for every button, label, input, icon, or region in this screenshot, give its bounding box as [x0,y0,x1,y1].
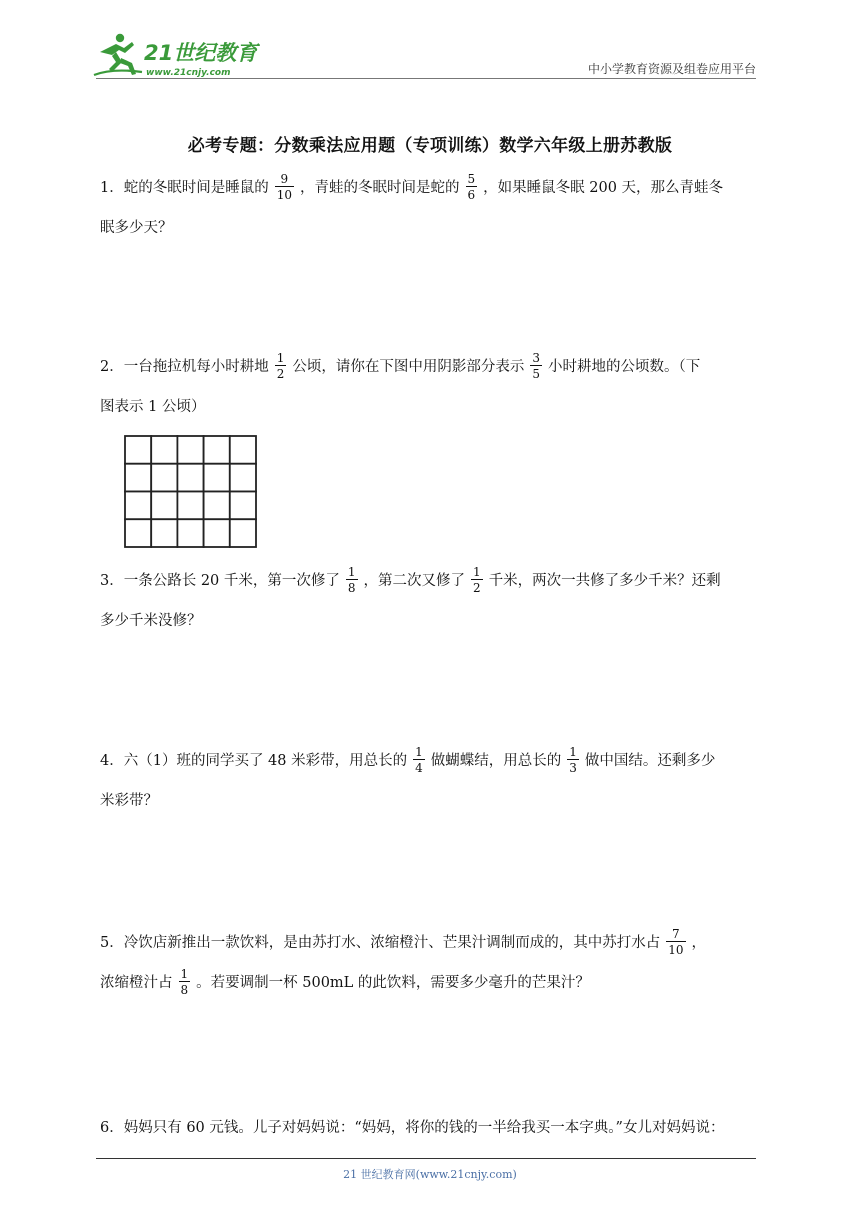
question-1-text: ，如果睡鼠冬眠 200 天，那么青蛙冬 [483,180,724,196]
grid-cell[interactable] [151,492,177,520]
grid-cell[interactable] [177,492,203,520]
grid-cell[interactable] [204,519,230,547]
grid-cell[interactable] [204,492,230,520]
question-2-text: 图表示 1 公顷） [100,399,206,415]
grid-cell[interactable] [151,519,177,547]
fraction: $\frac{7}{10}$ [668,927,684,957]
question-4-text: 米彩带？ [100,793,158,809]
grid-cell[interactable] [230,519,256,547]
footer-divider [96,1158,756,1159]
question-4-text: 4．六（1）班的同学买了 48 米彩带，用总长的 [100,753,408,769]
question-4-text: 做蝴蝶结，用总长的 [430,753,562,769]
question-4 [100,741,764,821]
fraction: $\frac{1}{2}$ [473,565,481,595]
fraction: $\frac{9}{10}$ [276,172,293,202]
question-1-text: 眠多少天？ [100,220,173,236]
grid-cell[interactable] [151,464,177,492]
question-5-text: ， [691,935,707,951]
grid-cell[interactable] [230,464,256,492]
question-6-text: 6．妈妈只有 60 元钱。儿子对妈妈说：“妈妈，将你的钱的一半给我买一本字典。”女儿对妈妈说： [100,1120,725,1136]
question-2-text: 小时耕地的公顷数。（下 [548,359,701,375]
grid-cell[interactable] [177,464,203,492]
question-1-text: ，青蛙的冬眠时间是蛇的 [300,180,460,196]
question-1 [100,168,764,248]
runner-icon [94,34,142,75]
logo-text: 21世纪教育 [144,41,258,65]
question-3-text: 多少千米没修？ [100,613,202,629]
logo-21cnjy [92,30,260,80]
logo-url-text: www.21cnjy.com [146,68,231,78]
fraction: $\frac{1}{3}$ [569,745,577,775]
question-3-text: 3．一条公路长 20 千米，第一次修了 [100,573,340,589]
grid-cell[interactable] [125,436,151,464]
fraction: $\frac{1}{8}$ [180,967,189,997]
question-3-text: ，第二次又修了 [363,573,466,589]
grid-cell[interactable] [125,519,151,547]
grid-cell[interactable] [204,436,230,464]
hectare-grid[interactable] [124,435,258,549]
grid-cell[interactable] [125,492,151,520]
question-2-text: 2．一台拖拉机每小时耕地 [100,359,269,375]
page-title: 必考专题：分数乘法应用题（专项训练）数学六年级上册苏教版 [187,136,673,156]
fraction: $\frac{1}{4}$ [415,745,423,775]
grid-cell[interactable] [204,464,230,492]
fraction: $\frac{5}{6}$ [467,172,476,202]
grid-cell[interactable] [230,436,256,464]
fraction: $\frac{3}{5}$ [532,351,541,381]
question-5-text: 浓缩橙汁占 [100,975,173,991]
grid-cell[interactable] [151,436,177,464]
question-5 [100,923,764,1003]
question-1-text: 1．蛇的冬眠时间是睡鼠的 [100,180,269,196]
question-5-text: 5．冷饮店新推出一款饮料，是由苏打水、浓缩橙汁、芒果汁调制而成的，其中苏打水占 [100,935,661,951]
footer-text[interactable]: 21 世纪教育网(www.21cnjy.com) [343,1168,517,1181]
grid-cell[interactable] [230,492,256,520]
question-5-text: 。若要调制一杯 500mL 的此饮料，需要多少毫升的芒果汁？ [196,975,590,991]
question-6 [100,1108,764,1148]
fraction: $\frac{1}{2}$ [276,351,285,381]
grid-cell[interactable] [125,464,151,492]
question-2 [100,347,764,427]
question-3 [100,561,764,641]
question-2-text: 公顷，请你在下图中用阴影部分表示 [292,359,525,375]
grid-cell[interactable] [177,436,203,464]
grid-cell[interactable] [177,519,203,547]
header-divider [96,78,756,79]
question-3-text: 千米，两次一共修了多少千米？还剩 [488,573,721,589]
header-tagline: 中小学教育资源及组卷应用平台 [587,62,756,76]
fraction: $\frac{1}{8}$ [347,565,356,595]
question-4-text: 做中国结。还剩多少 [584,753,716,769]
